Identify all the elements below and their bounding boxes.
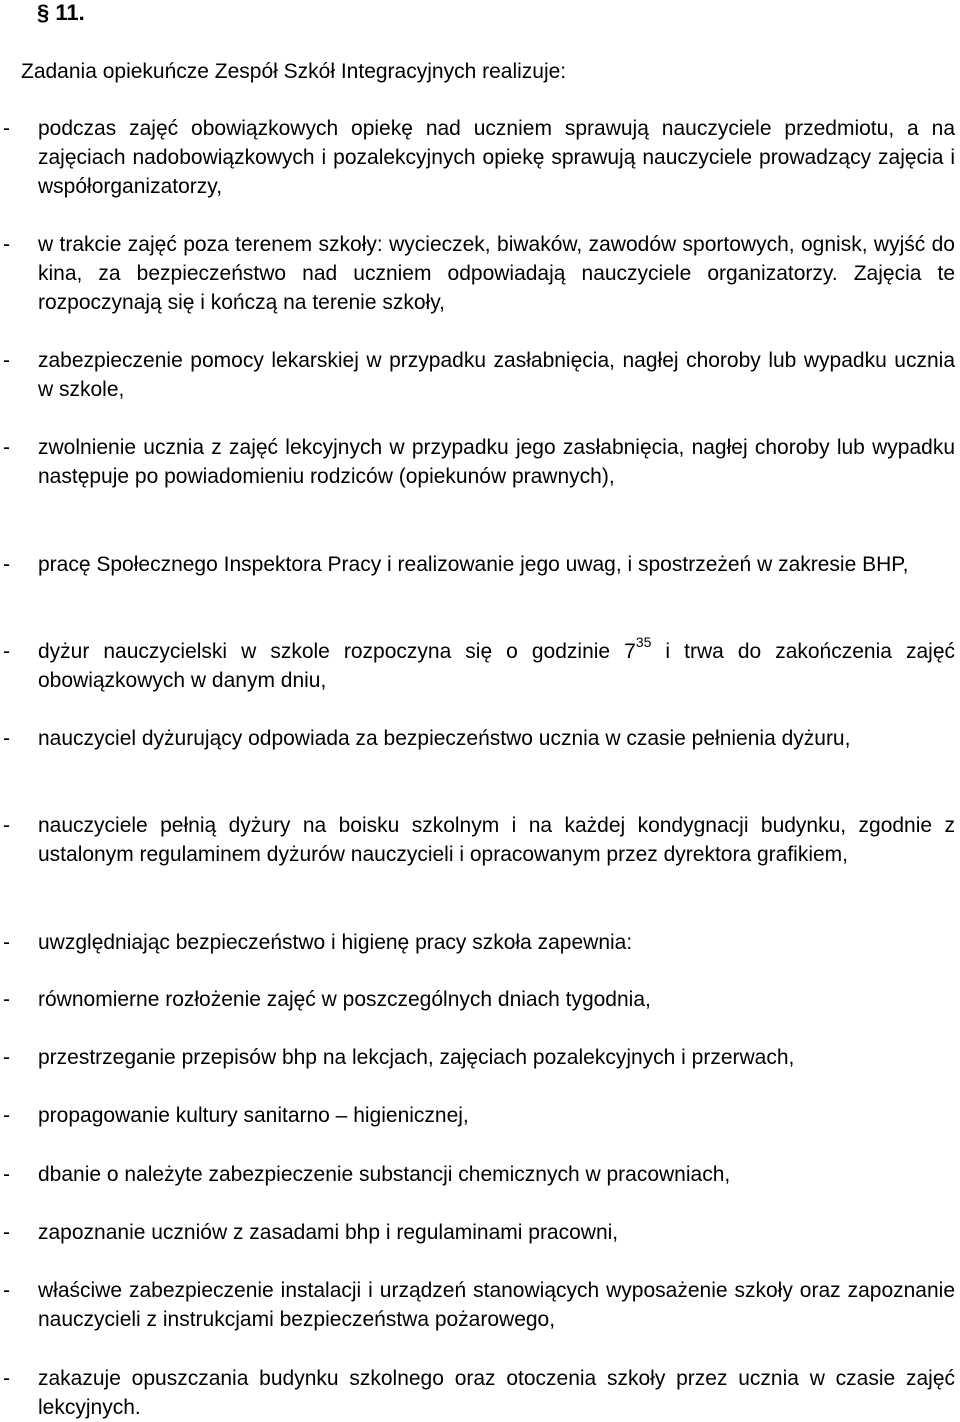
list-dash: - — [3, 1279, 10, 1302]
list-item — [0, 1276, 955, 1334]
list-item-text: zapoznanie uczniów z zasadami bhp i regulaminami pracowni, — [38, 1221, 619, 1244]
list-dash: - — [3, 727, 10, 750]
list-item — [0, 1101, 955, 1130]
list-item — [0, 724, 955, 753]
duty-text-after: i trwa do zakończenia zajęć obowiązkowych w danym dniu, — [38, 640, 955, 692]
list-item — [0, 550, 955, 579]
list-item-text: dbanie o należyte zabezpieczenie substancji chemicznych w pracowniach, — [38, 1163, 731, 1186]
list-dash: - — [3, 1163, 10, 1186]
list-dash: - — [3, 1104, 10, 1127]
list-item-text: zabezpieczenie pomocy lekarskiej w przypadku zasłabnięcia, nagłej choroby lub wypadku ucznia w szkole, — [38, 349, 955, 401]
list-dash: - — [3, 553, 10, 576]
list-item — [0, 433, 955, 491]
list-dash: - — [3, 233, 10, 256]
list-item — [0, 1160, 955, 1189]
list-item-text: nauczyciel dyżurujący odpowiada za bezpieczeństwo ucznia w czasie pełnienia dyżuru, — [38, 727, 851, 750]
list-item-text: właściwe zabezpieczenie instalacji i urządzeń stanowiących wyposażenie szkoły oraz zapoznanie nauczycieli z instrukcjami bezpieczeństwa pożarowego, — [38, 1279, 955, 1331]
duty-time-minutes: 35 — [635, 634, 652, 650]
list-item-text: zakazuje opuszczania budynku szkolnego oraz otoczenia szkoły przez ucznia w czasie zajęć lekcyjnych. — [38, 1367, 955, 1419]
list-item — [0, 1043, 955, 1072]
list-item — [0, 634, 955, 695]
list-item-text: pracę Społecznego Inspektora Pracy i realizowanie jego uwag, i spostrzeżeń w zakresie BHP, — [38, 553, 909, 576]
list-item-text: podczas zajęć obowiązkowych opiekę nad uczniem sprawują nauczyciele przedmiotu, a na zajęciach nadobowiązkowych i pozalekcyjnych opiekę sprawują nauczyciele prowadzący zajęcia i współorganizatorzy, — [38, 117, 955, 198]
list-item-text — [38, 634, 955, 695]
intro-paragraph: Zadania opiekuńcze Zespół Szkół Integracyjnych realizuje: — [21, 60, 567, 83]
list-item — [0, 1364, 955, 1422]
list-item-text: równomierne rozłożenie zajęć w poszczególnych dniach tygodnia, — [38, 988, 651, 1011]
list-item-text: zwolnienie ucznia z zajęć lekcyjnych w przypadku jego zasłabnięcia, nagłej choroby lub wypadku następuje po powiadomieniu rodziców (opiekunów prawnych), — [38, 436, 955, 488]
duty-text-before: dyżur nauczycielski w szkole rozpoczyna się o godzinie 7 — [38, 640, 636, 663]
list-item — [0, 928, 955, 957]
list-item-text: propagowanie kultury sanitarno – higienicznej, — [38, 1104, 469, 1127]
list-item-text: nauczyciele pełnią dyżury na boisku szkolnym i na każdej kondygnacji budynku, zgodnie z ustalonym regulaminem dyżurów nauczycieli i opracowanym przez dyrektora grafikiem, — [38, 814, 955, 866]
list-item — [0, 114, 955, 201]
list-item — [0, 811, 955, 869]
list-dash: - — [3, 349, 10, 372]
list-item-text: przestrzeganie przepisów bhp na lekcjach, zajęciach pozalekcyjnych i przerwach, — [38, 1046, 795, 1069]
list-dash: - — [3, 931, 10, 954]
list-dash: - — [3, 436, 10, 459]
list-item — [0, 230, 955, 317]
list-item — [0, 985, 955, 1014]
list-dash: - — [3, 988, 10, 1011]
list-item — [0, 346, 955, 404]
list-dash: - — [3, 814, 10, 837]
list-item-text: w trakcie zajęć poza terenem szkoły: wycieczek, biwaków, zawodów sportowych, ognisk, wyjść do kina, za bezpieczeństwo nad uczniem odpowiadają nauczyciele organizatorzy. Zajęcia te rozpoczynają się i kończą na terenie szkoły, — [38, 233, 955, 314]
list-dash: - — [3, 117, 10, 140]
list-dash: - — [3, 1221, 10, 1244]
list-dash: - — [3, 640, 10, 663]
list-dash: - — [3, 1367, 10, 1390]
list-dash: - — [3, 1046, 10, 1069]
list-item — [0, 1218, 955, 1247]
section-heading: § 11. — [37, 0, 85, 25]
list-item-text: uwzględniając bezpieczeństwo i higienę pracy szkoła zapewnia: — [38, 931, 633, 954]
